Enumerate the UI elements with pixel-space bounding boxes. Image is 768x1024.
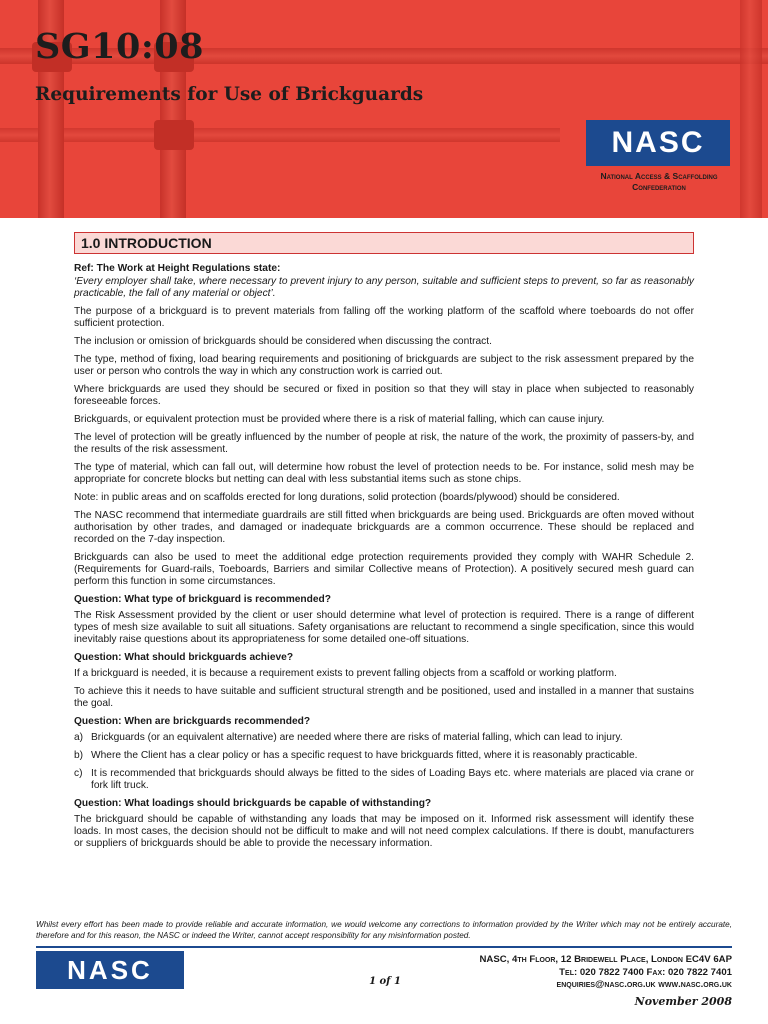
question-heading: Question: What should brickguards achieve? (74, 652, 294, 663)
header-banner (0, 0, 768, 218)
organisation-name-line2: Confederation (632, 182, 686, 192)
page-number: 1 of 1 (369, 976, 401, 987)
footer-divider (36, 946, 732, 948)
question-heading: Question: What loadings should brickguards be capable of withstanding? (74, 798, 432, 809)
list-marker: c) (74, 768, 83, 779)
paragraph: The level of protection will be greatly influenced by the number of people at risk, the nature of the work, the proximity of passers-by, and the results of the risk assessment. (74, 432, 694, 455)
list-text: Where the Client has a clear policy or has a specific request to have brickguards fitted, where it is reasonably practicable. (91, 750, 638, 761)
organisation-name (586, 171, 732, 193)
answer-paragraph: The brickguard should be capable of withstanding any loads that may be imposed on it. Informed risk assessment will identify these loads. In most cases, the decision should not be difficult to make and will not need complex calculations. If there is doubt, manufacturers or suppliers of brickguards should be able to provide the necessary information. (74, 814, 694, 849)
question-heading: Question: What type of brickguard is recommended? (74, 594, 331, 605)
paragraph: Brickguards can also be used to meet the additional edge protection requirements provided they comply with WAHR Schedule 2. (Requirements for Guard-rails, Toeboards, Barriers and similar Collective means of Protection). A positively secured mesh guard can perform this function in some circumstances. (74, 552, 694, 587)
section-heading: 1.0 INTRODUCTION (74, 232, 694, 254)
paragraph: The inclusion or omission of brickguards should be considered when discussing the contract. (74, 336, 492, 347)
document-title: Requirements for Use of Brickguards (35, 84, 424, 105)
paragraph: Note: in public areas and on scaffolds erected for long durations, solid protection (boards/plywood) should be considered. (74, 492, 620, 503)
footer-nasc-logo: NASC (36, 951, 184, 989)
list-marker: b) (74, 750, 84, 761)
answer-paragraph: To achieve this it needs to have suitable and sufficient structural strength and be positioned, used and installed in a manner that sustains the goal. (74, 686, 694, 709)
paragraph: The NASC recommend that intermediate guardrails are still fitted when brickguards are being used. Brickguards are often moved without authorisation by other trades, and damaged or inadequate brickguards are a common occurrence. These should be replaced and recorded on the 7-day inspection. (74, 510, 694, 545)
paragraph: Brickguards, or equivalent protection must be provided where there is a risk of material falling, which can cause injury. (74, 414, 605, 425)
paragraph: The purpose of a brickguard is to prevent materials from falling off the working platform of the scaffold where toeboards do not offer sufficient protection. (74, 306, 694, 329)
scaffold-clamp (154, 120, 194, 150)
contact-details (480, 954, 733, 992)
disclaimer: Whilst every effort has been made to provide reliable and accurate information, we would welcome any corrections to information provided by the Writer which may not be entirely accurate, therefore and for this reason, the NASC or indeed the Writer, cannot accept responsibility for any misinformation posted. (36, 920, 732, 940)
paragraph: The type of material, which can fall out, will determine how robust the level of protection needs to be. For instance, solid mesh may be appropriate for concrete blocks but netting can deal with less substantial items such as stone chips. (74, 462, 694, 485)
scaffold-tube-horizontal (0, 128, 560, 142)
email-website[interactable]: enquiries@nasc.org.uk www.nasc.org.uk (556, 979, 732, 990)
answer-paragraph: The Risk Assessment provided by the client or user should determine what level of protection is required. There is a range of different types of mesh size available to suit all situations. Safety organisations are reluctant to recommend a single specification, since this would inevitably raise questions about its appropriateness for some detailed one-off situations. (74, 610, 694, 645)
list-item (74, 768, 694, 792)
question-heading: Question: When are brickguards recommended? (74, 716, 311, 727)
paragraph: Where brickguards are used they should be secured or fixed in position so that they will stay in place when subjected to reasonably foreseeable forces. (74, 384, 694, 407)
organisation-name-line1: National Access & Scaffolding (600, 171, 718, 181)
list-text: Brickguards (or an equivalent alternative) are needed where there are risks of material falling, which can lead to injury. (91, 732, 623, 743)
publication-date: November 2008 (634, 995, 732, 1008)
list-text: It is recommended that brickguards should always be fitted to the sides of Loading Bays etc. where materials are placed via crane or fork lift truck. (91, 768, 694, 791)
answer-paragraph: If a brickguard is needed, it is because a requirement exists to prevent falling objects from a scaffold or working platform. (74, 668, 617, 679)
phone-fax: Tel: 020 7822 7400 Fax: 020 7822 7401 (559, 966, 732, 978)
list-item (74, 750, 694, 762)
document-code: SG10:08 (35, 26, 204, 67)
nasc-logo: NASC (586, 120, 730, 166)
scaffold-tube-vertical (740, 0, 762, 218)
reference-label: Ref: The Work at Height Regulations state: (74, 263, 281, 274)
list-marker: a) (74, 732, 84, 743)
document-body (74, 232, 694, 856)
list-item (74, 732, 694, 744)
address: NASC, 4th Floor, 12 Bridewell Place, London EC4V 6AP (479, 954, 732, 965)
paragraph: The type, method of fixing, load bearing requirements and positioning of brickguards are subject to the risk assessment prepared by the user or person who controls the way in which any construction work is carried out. (74, 354, 694, 377)
regulation-quote: ‘Every employer shall take, where necessary to prevent injury to any person, suitable and sufficient steps to prevent, so far as reasonably practicable, the fall of any material or object’. (74, 276, 694, 299)
